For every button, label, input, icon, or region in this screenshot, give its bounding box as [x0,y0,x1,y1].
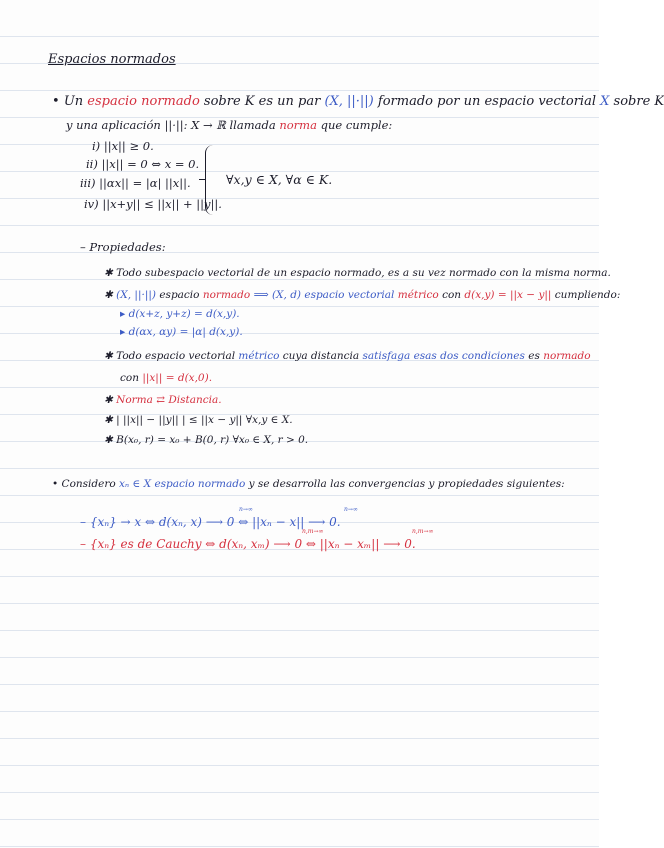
intro-line-2 [66,117,392,133]
prop-5: ✱ | ||x|| − ||y|| | ≤ ||x − y|| ∀x,y ∈ X. [104,414,293,426]
limit-label: n,m→∞ [412,528,434,535]
intro-text: sobre K [613,94,664,109]
distance-formula: d(x,y) = ||x − y|| [464,289,552,301]
sequence-notation: xₙ ∈ X espacio normado [119,478,246,490]
term-normado: normado [202,289,251,301]
term-normado: normado [543,350,591,362]
limit-label: n→∞ [344,506,358,513]
prop-text: espacio [159,289,200,301]
space-x: X [600,94,610,109]
term-metrico: métrico [397,289,439,301]
intro-text: y una aplicación ||·||: X → ℝ llamada [66,118,276,132]
limit-label: n→∞ [239,506,253,513]
cauchy-line: – {xₙ} es de Cauchy ⇔ d(xₙ, xₘ) ⟶ 0 ⇔ ||xₙ − xₘ|| ⟶ 0. [80,537,416,551]
prop-text: ✱ Todo espacio vectorial [104,350,236,362]
star-bullet: ✱ [104,289,113,301]
term-norma: norma [279,118,317,132]
prop-text: con [120,372,139,384]
norma-distancia: Norma ⇄ Distancia. [116,394,222,406]
prop-3-line-2 [120,370,212,386]
prop-2 [104,287,620,303]
star-bullet: ✱ [104,394,113,406]
prop-2-sub-2: ▸ d(αx, αy) = |α| d(x,y). [120,326,243,338]
pair-notation: (X, ||·||) [324,94,374,109]
metric-space: ⟹ (X, d) espacio vectorial [253,289,395,301]
norm-formula: ||x|| = d(x,0). [142,372,213,384]
term-metrico: métrico [238,350,280,362]
prop-text: cuya distancia [282,350,360,362]
conditions-text: satisfaga esas dos condiciones [362,350,525,362]
prop-3-line-1 [104,348,591,364]
axiom-3: iii) ||αx|| = |α| ||x||. [80,176,191,190]
axiom-2: ii) ||x|| = 0 ⇔ x = 0. [86,157,200,171]
prop-text: con [442,289,462,301]
consider-text: y se desarrolla las convergencias y propiedades siguientes: [248,478,565,490]
axiom-1: i) ||x|| ≥ 0. [92,139,154,153]
props-heading: – Propiedades: [80,240,166,254]
brace [205,145,216,215]
prop-2-sub-1: ▸ d(x+z, y+z) = d(x,y). [120,308,240,320]
axiom-4: iv) ||x+y|| ≤ ||x|| + ||y||. [84,197,222,211]
intro-text: formado por un espacio vectorial [377,94,596,109]
pair-notation: (X, ||·||) [116,289,156,301]
intro-text: Un [63,94,84,109]
consider-text: • Considero [52,478,116,490]
page-title: Espacios normados [48,52,176,67]
prop-text: cumpliendo: [554,289,621,301]
convergence-line: – {xₙ} → x ⇔ d(xₙ, x) ⟶ 0 ⇔ ||xₙ − x|| ⟶ 0. [80,515,341,529]
intro-text: que cumple: [320,118,393,132]
intro-line-1 [52,94,664,110]
prop-text: es [528,350,540,362]
bullet: • [52,94,60,109]
term-espacio-normado: espacio normado [87,94,200,109]
prop-6: ✱ B(x₀, r) = x₀ + B(0, r) ∀x₀ ∈ X, r > 0. [104,434,309,446]
consider-line [52,476,565,492]
prop-1: ✱ Todo subespacio vectorial de un espacio normado, es a su vez normado con la misma norma. [104,267,611,279]
prop-4 [104,392,222,408]
limit-label: n,m→∞ [302,528,324,535]
intro-text: sobre K es un par [203,94,321,109]
axioms-condition: ∀x,y ∈ X, ∀α ∈ K. [226,172,333,187]
